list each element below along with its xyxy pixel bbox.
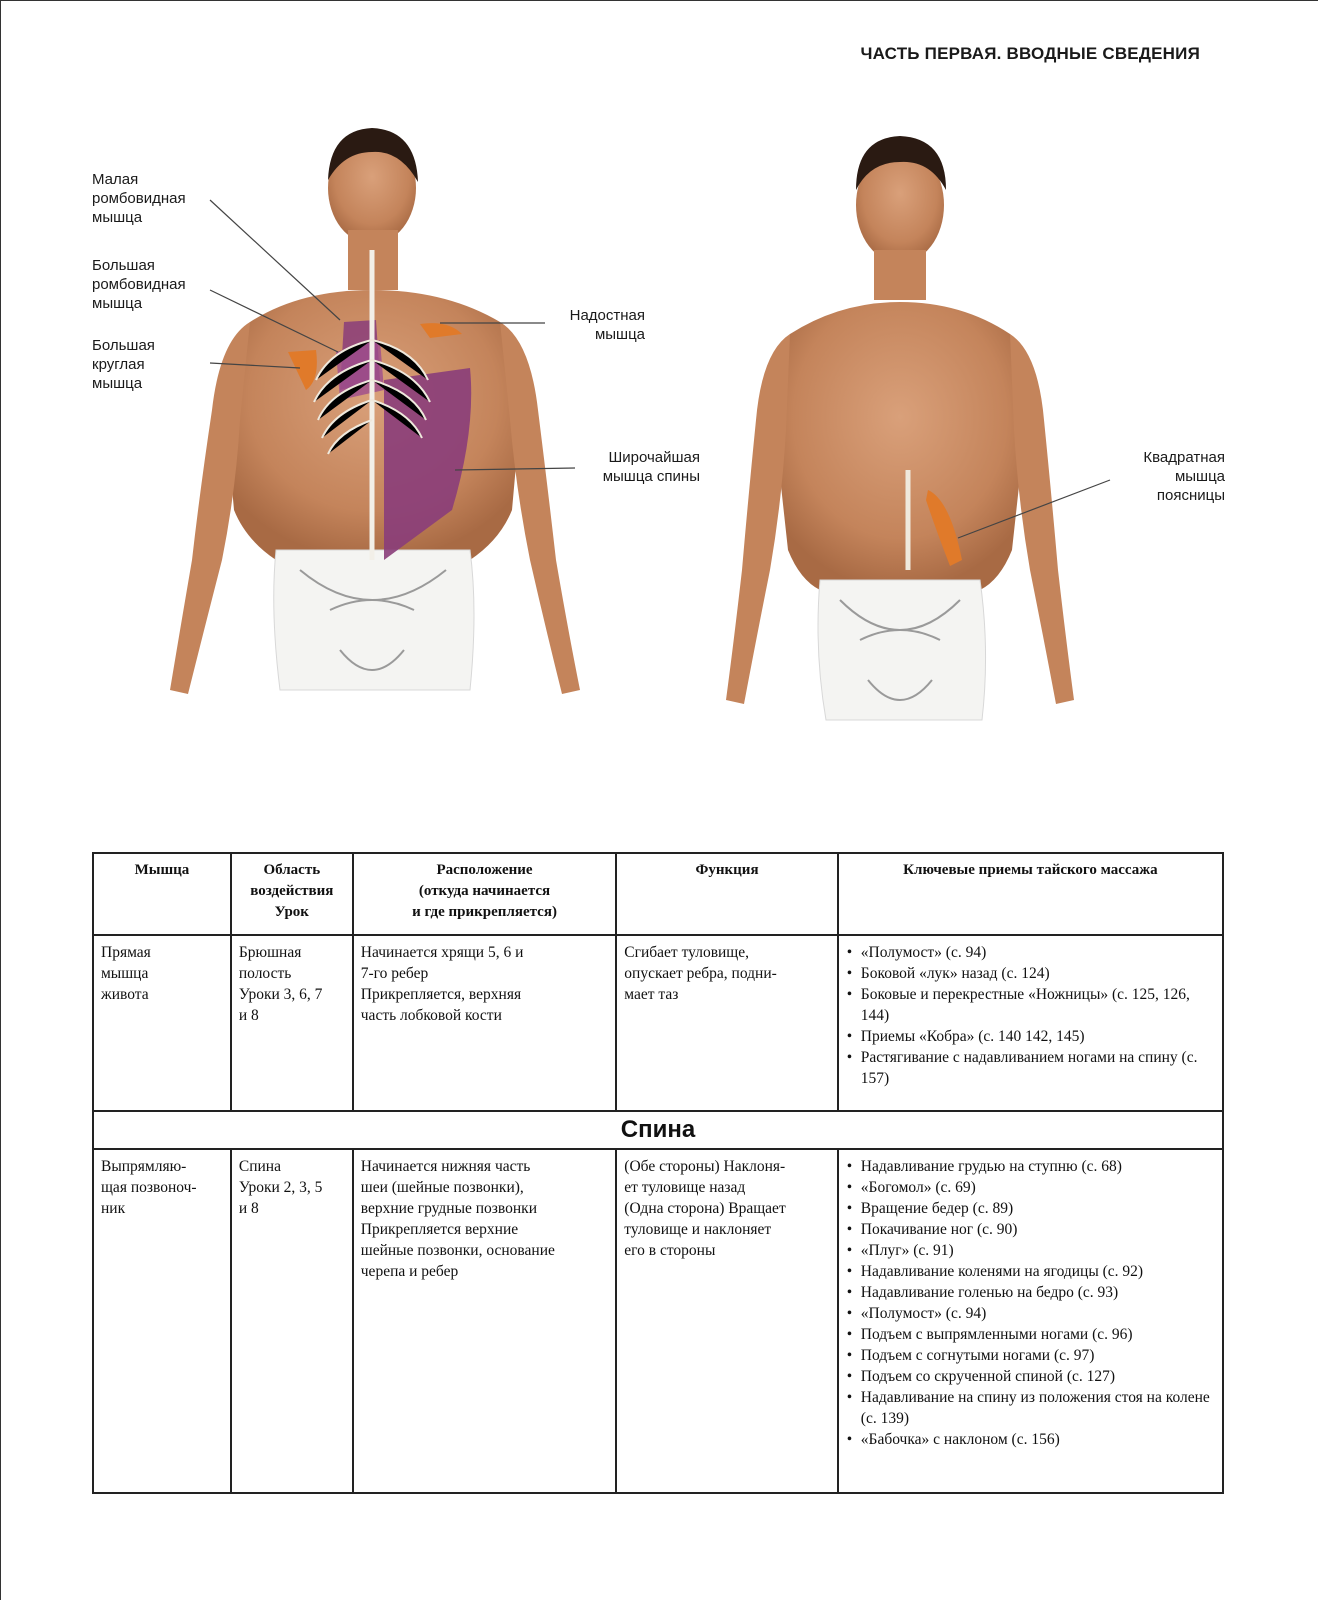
muscle-table bbox=[92, 852, 1224, 1494]
list-item: • «Полумост» (с. 94) bbox=[846, 942, 1215, 963]
cell-function bbox=[616, 1149, 838, 1493]
cell-techniques bbox=[838, 1149, 1223, 1493]
cell-line: Брюшная bbox=[238, 944, 302, 961]
list-item: • «Богомол» (с. 69) bbox=[846, 1177, 1215, 1198]
cell-line: Прикрепляется верхние bbox=[360, 1221, 519, 1238]
label-minor-rhomboid: Малая ромбовидная мышца bbox=[92, 171, 186, 226]
header-area-line: воздействия bbox=[250, 883, 334, 899]
cell-line: опускает ребра, подни- bbox=[624, 965, 777, 982]
back-view-body bbox=[170, 128, 580, 694]
cell-techniques bbox=[838, 935, 1223, 1111]
cell-line: 7-го ребер bbox=[360, 965, 429, 982]
cell-line: шеи (шейные позвонки), bbox=[360, 1179, 524, 1196]
cell-line: и 8 bbox=[238, 1200, 259, 1217]
list-item: • Боковые и перекрестные «Ножницы» (с. 125, 126, 144) bbox=[846, 984, 1215, 1026]
cell-function bbox=[616, 935, 838, 1111]
label-supraspinatus: Надостная мышца bbox=[569, 307, 645, 343]
section-title: Спина bbox=[93, 1111, 1223, 1149]
cell-line: ет туловище назад bbox=[624, 1179, 746, 1196]
cell-line: шейные позвонки, основание bbox=[360, 1242, 555, 1259]
header-techniques: Ключевые приемы тайского массажа bbox=[838, 853, 1223, 935]
cell-line: Начинается хрящи 5, 6 и bbox=[360, 944, 524, 961]
cell-line: Уроки 2, 3, 5 bbox=[238, 1179, 323, 1196]
list-item: • «Бабочка» с наклоном (с. 156) bbox=[846, 1429, 1215, 1450]
technique-list bbox=[846, 1156, 1215, 1450]
cell-location bbox=[353, 1149, 617, 1493]
cell-line: туловище и наклоняет bbox=[624, 1221, 772, 1238]
cell-location bbox=[353, 935, 617, 1111]
cell-muscle bbox=[93, 1149, 231, 1493]
table-row bbox=[93, 1149, 1223, 1493]
header-muscle: Мышца bbox=[93, 853, 231, 935]
cell-line: Выпрямляю- bbox=[101, 1158, 187, 1175]
cell-line: ник bbox=[101, 1200, 126, 1217]
header-area-line: Область bbox=[263, 862, 321, 878]
header-function: Функция bbox=[616, 853, 838, 935]
header-location-line: (откуда начинается bbox=[418, 883, 551, 899]
cell-line: мышца bbox=[101, 965, 149, 982]
cell-line: Спина bbox=[238, 1158, 281, 1175]
label-latissimus: Широчайшая мышца спины bbox=[602, 449, 700, 485]
list-item: • Растягивание с надавливанием ногами на спину (с. 157) bbox=[846, 1047, 1215, 1089]
list-item: • Вращение бедер (с. 89) bbox=[846, 1198, 1215, 1219]
list-item: • Надавливание голенью на бедро (с. 93) bbox=[846, 1282, 1215, 1303]
list-item: • «Полумост» (с. 94) bbox=[846, 1303, 1215, 1324]
cell-line: (Одна сторона) Вращает bbox=[624, 1200, 786, 1217]
cell-line: часть лобковой кости bbox=[360, 1007, 502, 1024]
list-item: • Надавливание коленями на ягодицы (с. 92) bbox=[846, 1261, 1215, 1282]
label-teres-major: Большая круглая мышца bbox=[92, 337, 155, 392]
technique-list bbox=[846, 942, 1215, 1089]
cell-line: его в стороны bbox=[624, 1242, 716, 1259]
table-header-row bbox=[93, 853, 1223, 935]
front-view-body bbox=[726, 136, 1074, 720]
list-item: • «Плуг» (с. 91) bbox=[846, 1240, 1215, 1261]
cell-line: Прямая bbox=[101, 944, 151, 961]
list-item: • Боковой «лук» назад (с. 124) bbox=[846, 963, 1215, 984]
cell-line: верхние грудные позвонки bbox=[360, 1200, 537, 1217]
label-major-rhomboid: Большая ромбовидная мышца bbox=[92, 257, 186, 312]
cell-line: (Обе стороны) Наклоня- bbox=[624, 1158, 786, 1175]
header-area bbox=[231, 853, 353, 935]
list-item: • Подъем с выпрямленными ногами (с. 96) bbox=[846, 1324, 1215, 1345]
list-item: • Подъем со скрученной спиной (с. 127) bbox=[846, 1366, 1215, 1387]
cell-line: живота bbox=[101, 986, 149, 1003]
list-item: • Покачивание ног (с. 90) bbox=[846, 1219, 1215, 1240]
section-row bbox=[93, 1111, 1223, 1149]
header-location bbox=[353, 853, 617, 935]
cell-line: черепа и ребер bbox=[360, 1263, 459, 1280]
cell-area bbox=[231, 1149, 353, 1493]
cell-area bbox=[231, 935, 353, 1111]
cell-line: Уроки 3, 6, 7 bbox=[238, 986, 323, 1003]
cell-muscle bbox=[93, 935, 231, 1111]
label-quadratus: Квадратная мышца поясницы bbox=[1143, 449, 1225, 504]
table-row bbox=[93, 935, 1223, 1111]
anatomy-figure bbox=[0, 90, 1318, 830]
cell-line: полость bbox=[238, 965, 292, 982]
list-item: • Подъем с согнутыми ногами (с. 97) bbox=[846, 1345, 1215, 1366]
running-head: ЧАСТЬ ПЕРВАЯ. ВВОДНЫЕ СВЕДЕНИЯ bbox=[860, 44, 1200, 63]
header-area-line: Урок bbox=[274, 904, 309, 920]
list-item: • Надавливание на спину из положения стоя на колене (с. 139) bbox=[846, 1387, 1215, 1429]
cell-line: Начинается нижняя часть bbox=[360, 1158, 531, 1175]
cell-line: и 8 bbox=[238, 1007, 259, 1024]
list-item: • Приемы «Кобра» (с. 140 142, 145) bbox=[846, 1026, 1215, 1047]
cell-line: щая позвоноч- bbox=[101, 1179, 197, 1196]
cell-line: Прикрепляется, верхняя bbox=[360, 986, 522, 1003]
cell-line: мает таз bbox=[624, 986, 679, 1003]
cell-line: Сгибает туловище, bbox=[624, 944, 749, 961]
header-location-line: Расположение bbox=[436, 862, 533, 878]
list-item: • Надавливание грудью на ступню (с. 68) bbox=[846, 1156, 1215, 1177]
header-location-line: и где прикрепляется) bbox=[412, 904, 557, 920]
